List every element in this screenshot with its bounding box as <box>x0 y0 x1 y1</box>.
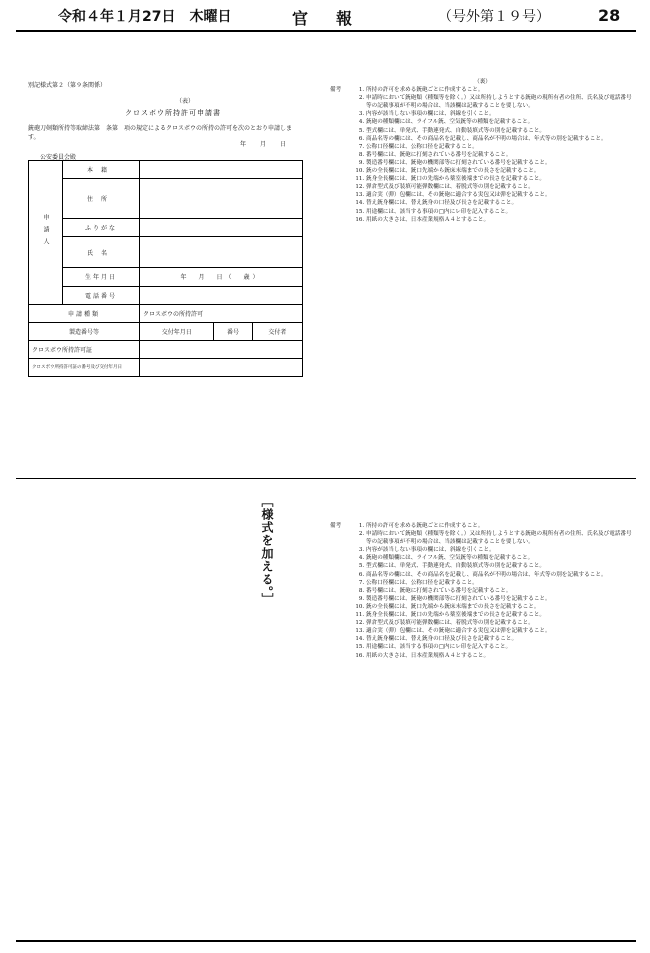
birth-value: 年 月 日（ 歳） <box>140 268 303 286</box>
note-item: 4. 銃砲の種類欄には、ライフル銃、空気銃等の種類を記載すること。 <box>366 118 635 126</box>
field-label: 電話番号 <box>63 286 140 304</box>
form-to: 公安委員会殿 <box>40 154 77 161</box>
field-label: 生年月日 <box>63 268 140 286</box>
row-label: 交付年月日 <box>140 322 214 340</box>
notes-label: 備考 <box>330 523 342 529</box>
note-item: 9. 製造番号欄には、銃砲の機関部等に打刻されている番号を記載すること。 <box>366 159 635 167</box>
note-item: 8. 番号欄には、銃砲に打刻されている番号を記載すること。 <box>366 151 635 159</box>
form-code: （表） <box>176 98 195 105</box>
row-label: 番号 <box>214 322 252 340</box>
notes-list <box>330 522 635 660</box>
note-item: 13. 適合実（弾）包欄には、その銃砲に適合する実包又は弾を記載すること。 <box>366 191 635 199</box>
note-item: 15. 用途欄には、該当する事項の□内にレ印を記入すること。 <box>366 208 635 216</box>
notes-list <box>330 86 635 224</box>
note-item: 13. 適合実（弾）包欄には、その銃砲に適合する実包又は弾を記載すること。 <box>366 627 635 635</box>
footer-rule <box>16 940 636 942</box>
note-item: 11. 銃身全長欄には、銃口の先端から薬室後端までの長さを記載すること。 <box>366 175 635 183</box>
notes-label: 備考 <box>330 87 342 93</box>
note-item: 16. 用紙の大きさは、日本産業規格Ａ４とすること。 <box>366 652 635 660</box>
note-item: 5. 型式欄には、単発式、手動連発式、自動装填式等の別を記載すること。 <box>366 127 635 135</box>
note-item: 4. 銃砲の種類欄には、ライフル銃、空気銃等の種類を記載すること。 <box>366 554 635 562</box>
form-ref: 別記様式第２（第９条関係） <box>28 82 107 89</box>
insert-form-note: ［様式を加える。］ <box>260 495 274 606</box>
note-item: 1. 所持の許可を求める銃砲ごとに作成すること。 <box>366 522 635 530</box>
note-item: 14. 替え銃身欄には、替え銃身の口径及び長さを記載すること。 <box>366 635 635 643</box>
note-item: 12. 弾倉型式及び装填可能弾数欄には、着脱式等の別を記載すること。 <box>366 183 635 191</box>
header-title: 官報 <box>292 9 381 28</box>
field-label: 氏名 <box>63 236 140 268</box>
note-item: 10. 銃の全長欄には、銃口先端から銃床末端までの長さを記載すること。 <box>366 603 635 611</box>
note-item: 6. 商品名等の欄には、その商品名を記載し、商品名が不明の場合は、年式等の別を記載すること。 <box>366 571 635 579</box>
applicant-label: 申請人 <box>29 161 63 305</box>
crossbow-type-value: クロスボウの所持許可 <box>140 304 303 322</box>
form-title: クロスボウ所持許可申請書 <box>125 109 221 117</box>
note-item: 6. 商品名等の欄には、その商品名を記載し、商品名が不明の場合は、年式等の別を記載すること。 <box>366 135 635 143</box>
notes-top <box>330 78 635 224</box>
note-item: 3. 内容が該当しない事項の欄には、斜線を引くこと。 <box>366 110 635 118</box>
row-label: 製造番号等 <box>29 322 140 340</box>
note-item: 11. 銃身全長欄には、銃口の先端から薬室後端までの長さを記載すること。 <box>366 611 635 619</box>
note-item: 9. 製造番号欄には、銃砲の機関部等に打刻されている番号を記載すること。 <box>366 595 635 603</box>
page-number: 28 <box>598 6 621 25</box>
note-item: 5. 型式欄には、単発式、手動連発式、自動装填式等の別を記載すること。 <box>366 562 635 570</box>
note-item: 2. 申請時において銃砲類（種類等を除く。）又は所持しようとする銃砲の現所有者の住所、氏名及び電話番号等の記載事項が不明の場合は、当該欄は記載することを要しない。 <box>366 530 635 546</box>
field-value <box>140 236 303 268</box>
note-item: 7. 公称口径欄には、公称口径を記載すること。 <box>366 579 635 587</box>
header-rule <box>16 30 636 32</box>
page-header <box>0 0 650 30</box>
note-item: 1. 所持の許可を求める銃砲ごとに作成すること。 <box>366 86 635 94</box>
section-divider <box>16 478 636 479</box>
field-label: 住所 <box>63 179 140 219</box>
header-date: 令和４年１月27日 木曜日 <box>58 9 232 25</box>
notes-bottom <box>330 522 635 660</box>
field-label: 本籍 <box>63 161 140 179</box>
note-item: 2. 申請時において銃砲類（種類等を除く。）又は所持しようとする銃砲の現所有者の住所、氏名及び電話番号等の記載事項が不明の場合は、当該欄は記載することを要しない。 <box>366 94 635 110</box>
row-label: 交付者 <box>252 322 302 340</box>
note-item: 16. 用紙の大きさは、日本産業規格Ａ４とすること。 <box>366 216 635 224</box>
note-item: 7. 公称口径欄には、公称口径を記載すること。 <box>366 143 635 151</box>
field-value <box>140 286 303 304</box>
field-label: ふりがな <box>63 218 140 236</box>
note-item: 15. 用途欄には、該当する事項の□内にレ印を記入すること。 <box>366 643 635 651</box>
permit-value <box>140 340 303 358</box>
note-item: 10. 銃の全長欄には、銃口先端から銃床末端までの長さを記載すること。 <box>366 167 635 175</box>
field-value <box>140 179 303 219</box>
crossbow-type-label: 申請種類 <box>29 304 140 322</box>
note-item: 12. 弾倉型式及び装填可能弾数欄には、着脱式等の別を記載すること。 <box>366 619 635 627</box>
note-item: 14. 替え銃身欄には、替え銃身の口径及び長さを記載すること。 <box>366 199 635 207</box>
field-value <box>140 218 303 236</box>
permit-number-value <box>140 358 303 376</box>
permit-number-label: クロスボウ所持許可証の番号及び交付年月日 <box>29 358 140 376</box>
field-value <box>140 161 303 179</box>
application-form-table <box>28 160 303 377</box>
notes-title: （裏） <box>474 79 491 85</box>
header-issue: （号外第１９号） <box>438 9 550 25</box>
permit-label: クロスボウ所持許可証 <box>29 340 140 358</box>
form-intro: 銃砲刀剣類所持等取締法第 条第 項の規定によるクロスボウの所持の許可を次のとおり申請します。 <box>28 125 293 141</box>
note-item: 3. 内容が該当しない事項の欄には、斜線を引くこと。 <box>366 546 635 554</box>
note-item: 8. 番号欄には、銃砲に打刻されている番号を記載すること。 <box>366 587 635 595</box>
form-date: 年 月 日 <box>240 141 291 148</box>
